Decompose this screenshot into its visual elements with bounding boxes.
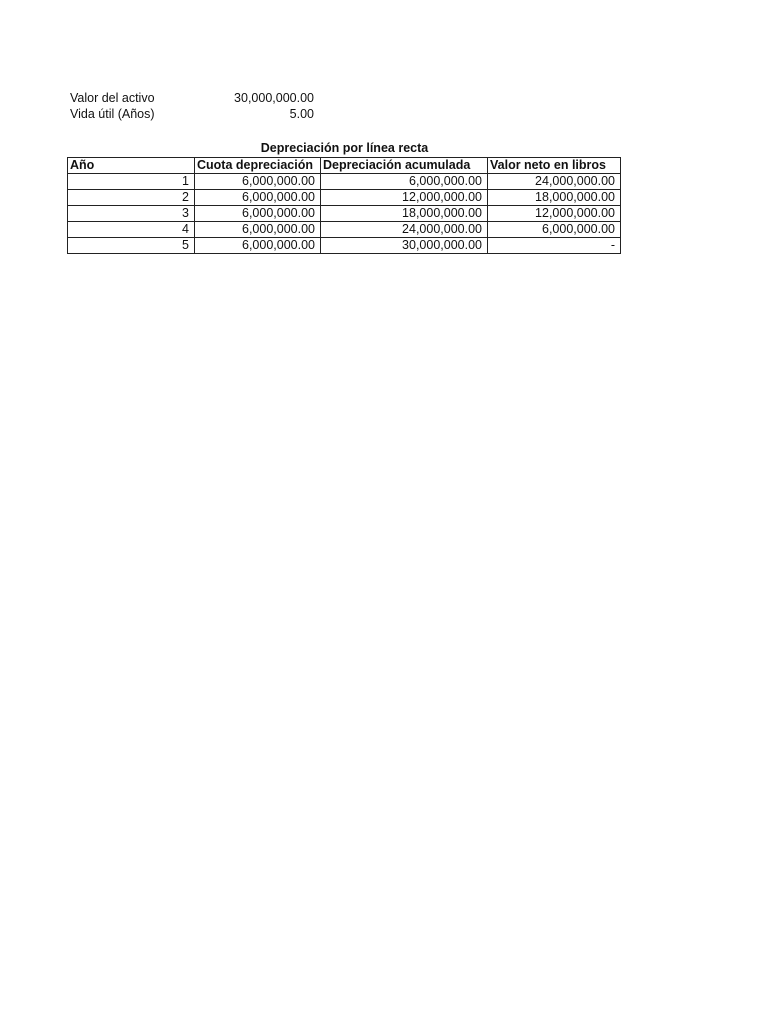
param-label: Vida útil (Años)	[70, 107, 155, 121]
header-cuota: Cuota depreciación	[195, 158, 321, 174]
cell-cuota: 6,000,000.00	[195, 190, 321, 206]
param-value: 30,000,000.00	[234, 91, 314, 105]
table-row	[68, 174, 621, 190]
table-row	[68, 190, 621, 206]
cell-valor-neto: -	[488, 238, 621, 254]
cell-year: 5	[68, 238, 195, 254]
table-title: Depreciación por línea recta	[260, 141, 429, 155]
header-acumulada: Depreciación acumulada	[321, 158, 488, 174]
cell-acumulada: 6,000,000.00	[321, 174, 488, 190]
header-year: Año	[68, 158, 195, 174]
cell-cuota: 6,000,000.00	[195, 222, 321, 238]
cell-acumulada: 18,000,000.00	[321, 206, 488, 222]
cell-cuota: 6,000,000.00	[195, 174, 321, 190]
cell-cuota: 6,000,000.00	[195, 206, 321, 222]
cell-acumulada: 12,000,000.00	[321, 190, 488, 206]
table-header-row	[68, 158, 621, 174]
cell-valor-neto: 18,000,000.00	[488, 190, 621, 206]
cell-year: 2	[68, 190, 195, 206]
cell-valor-neto: 12,000,000.00	[488, 206, 621, 222]
param-row-vida-util	[69, 106, 315, 123]
cell-year: 4	[68, 222, 195, 238]
table-row	[68, 206, 621, 222]
param-row-valor-activo	[69, 90, 315, 107]
cell-year: 3	[68, 206, 195, 222]
table-row	[68, 222, 621, 238]
param-label: Valor del activo	[70, 91, 155, 105]
cell-year: 1	[68, 174, 195, 190]
cell-cuota: 6,000,000.00	[195, 238, 321, 254]
table-row	[68, 238, 621, 254]
cell-acumulada: 24,000,000.00	[321, 222, 488, 238]
cell-valor-neto: 6,000,000.00	[488, 222, 621, 238]
param-value: 5.00	[289, 107, 314, 121]
header-valor-neto: Valor neto en libros	[488, 158, 621, 174]
depreciation-table	[67, 157, 621, 254]
cell-valor-neto: 24,000,000.00	[488, 174, 621, 190]
cell-acumulada: 30,000,000.00	[321, 238, 488, 254]
